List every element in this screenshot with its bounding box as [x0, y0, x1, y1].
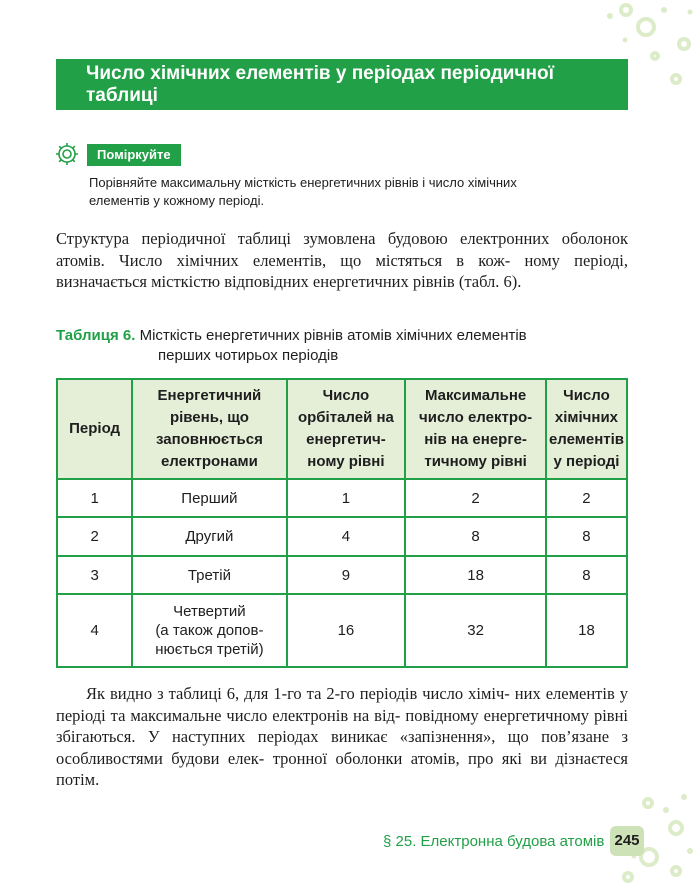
- cell-level: Третій: [132, 556, 286, 594]
- table-header-row: [57, 379, 627, 479]
- footer-section-title: § 25. Електронна будова атомів: [383, 833, 605, 850]
- table-caption-text: Місткість енергетичних рівнів атомів хімічних елементів: [139, 327, 527, 344]
- paragraph-line: рівнів (табл. 6).: [412, 272, 522, 291]
- think-prompt-line: елементів у кожному періоді.: [89, 193, 265, 208]
- cell-max-electrons: 32: [405, 594, 546, 667]
- decor-dot: [681, 794, 687, 800]
- cell-elements: 8: [546, 556, 627, 594]
- cell-elements: 2: [546, 479, 627, 517]
- decor-circle: [644, 799, 652, 807]
- decor-circle: [624, 873, 632, 881]
- cell-level: Четвертий (а також допов- нюється третій): [132, 594, 286, 667]
- table-row: [57, 594, 627, 667]
- header-period: Період: [57, 379, 132, 479]
- cell-period: 2: [57, 517, 132, 555]
- cell-orbitals: 4: [287, 517, 406, 555]
- table-row: [57, 479, 627, 517]
- cell-period: 1: [57, 479, 132, 517]
- intro-paragraph: [56, 228, 628, 293]
- cell-level: Перший: [132, 479, 286, 517]
- cell-max-electrons: 18: [405, 556, 546, 594]
- section-title-line2: таблиці: [86, 85, 158, 106]
- decor-dot: [623, 38, 628, 43]
- conclusion-paragraph: [56, 683, 628, 791]
- table-row: [57, 517, 627, 555]
- decor-circle: [652, 53, 658, 59]
- paragraph-line: ному періоді, визначається місткістю відповідних енергетичних: [56, 250, 629, 291]
- cell-max-electrons: 2: [405, 479, 546, 517]
- decor-circle: [672, 867, 680, 875]
- section-title-line1: Число хімічних елементів у періодах періодичної: [86, 63, 554, 84]
- header-elements: Число хімічних елементів у періоді: [546, 379, 627, 479]
- cell-max-electrons: 8: [405, 517, 546, 555]
- cell-elements: 8: [546, 517, 627, 555]
- think-prompt-line: Порівняйте максимальну місткість енергетичних рівнів і число хімічних: [89, 175, 517, 190]
- paragraph-line: Структура періодичної таблиці зумовлена будовою електронних: [56, 229, 550, 248]
- cell-orbitals: 16: [287, 594, 406, 667]
- decor-dot: [688, 10, 693, 15]
- think-prompt: [89, 174, 609, 210]
- page-number: 245: [610, 826, 644, 856]
- gear-icon: [54, 141, 80, 167]
- decor-circle: [621, 5, 631, 15]
- cell-period: 3: [57, 556, 132, 594]
- table-row: [57, 556, 627, 594]
- cell-orbitals: 9: [287, 556, 406, 594]
- capacity-table: [56, 378, 628, 668]
- header-max-electrons: Максимальне число електро- нів на енерге- тичному рівні: [405, 379, 546, 479]
- decor-dot: [663, 807, 669, 813]
- decor-dot: [661, 7, 667, 13]
- paragraph-line: оболонок атомів. Число хімічних елементів, що містяться в кож-: [56, 229, 629, 270]
- paragraph-line: повідному енергетичному рівні збігаються. У наступних періодах: [56, 705, 629, 746]
- cell-period: 4: [57, 594, 132, 667]
- paragraph-line: виникає «запізнення», що пов’язане з особливостями будови елек-: [56, 727, 628, 768]
- cell-elements: 18: [546, 594, 627, 667]
- decor-circle: [672, 75, 680, 83]
- think-badge: Поміркуйте: [87, 144, 181, 166]
- decor-circle: [670, 822, 682, 834]
- header-orbitals: Число орбіталей на енергетич- ному рівні: [287, 379, 406, 479]
- cell-orbitals: 1: [287, 479, 406, 517]
- table-caption: [56, 326, 628, 366]
- decor-dot: [687, 848, 693, 854]
- decor-dot: [607, 13, 613, 19]
- cell-level: Другий: [132, 517, 286, 555]
- paragraph-line: Як видно з таблиці 6, для 1-го та 2-го періодів число хіміч-: [86, 684, 510, 703]
- header-energy-level: Енергетичний рівень, що заповнюється електронами: [132, 379, 286, 479]
- table-caption-text: перших чотирьох періодів: [158, 347, 339, 364]
- table-caption-label: Таблиця 6.: [56, 327, 136, 344]
- paragraph-line: них елементів у періоді та максимальне число електронів на від-: [56, 684, 628, 725]
- section-title: [56, 59, 628, 110]
- decor-circle: [679, 39, 689, 49]
- decor-circle: [638, 19, 654, 35]
- paragraph-line: тронної оболонки атомів, про які ви дізнаєтеся потім.: [56, 748, 629, 789]
